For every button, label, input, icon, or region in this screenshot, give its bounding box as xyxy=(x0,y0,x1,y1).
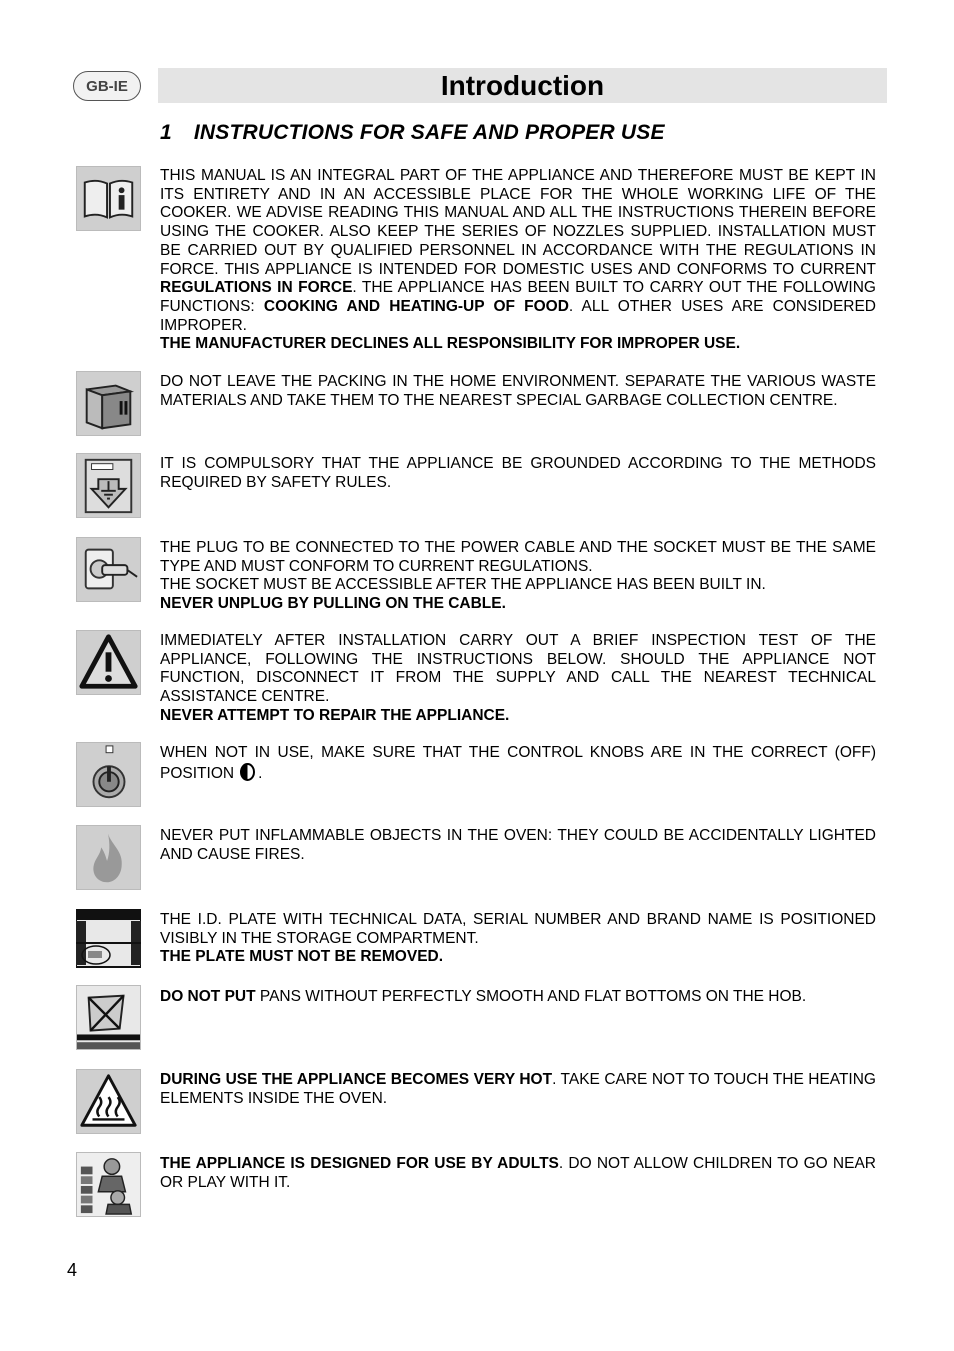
section-heading xyxy=(160,121,665,145)
instruction-emphasis: THE PLATE MUST NOT BE REMOVED. xyxy=(160,948,444,966)
instruction-text: IT IS COMPULSORY THAT THE APPLIANCE BE GROUNDED ACCORDING TO THE METHODS REQUIRED BY SAFETY RULES. xyxy=(160,455,876,491)
plug-socket-icon xyxy=(76,537,141,602)
instruction-block-id-plate xyxy=(160,911,876,967)
instruction-block-warning xyxy=(160,632,876,726)
instruction-text: THE I.D. PLATE WITH TECHNICAL DATA, SERIAL NUMBER AND BRAND NAME IS POSITIONED VISIBLY IN THE STORAGE COMPARTMENT. xyxy=(160,911,876,947)
off-position-icon xyxy=(240,763,255,787)
instruction-text: THE APPLIANCE IS DESIGNED FOR USE BY ADULTS. DO NOT ALLOW CHILDREN TO GO NEAR OR PLAY WITH IT. xyxy=(160,1155,876,1191)
language-badge: GB-IE xyxy=(73,71,141,101)
instruction-emphasis: NEVER ATTEMPT TO REPAIR THE APPLIANCE. xyxy=(160,706,510,724)
instruction-block-pans xyxy=(160,988,876,1007)
instruction-block-knobs xyxy=(160,744,876,786)
instruction-block-manual xyxy=(160,167,876,354)
section-title: INSTRUCTIONS FOR SAFE AND PROPER USE xyxy=(193,121,665,144)
instruction-block-hot xyxy=(160,1071,876,1108)
instruction-text: IMMEDIATELY AFTER INSTALLATION CARRY OUT A BRIEF INSPECTION TEST OF THE APPLIANCE, FOLLOWING THE INSTRUCTIONS BELOW. SHOULD THE APPLIANCE NOT FUNCTION, DISCONNECT IT FROM THE SUPPLY AND CALL THE NEAREST TECHNICAL ASSISTANCE CENTRE. xyxy=(160,632,876,706)
children-icon xyxy=(76,1152,141,1217)
manual-info-icon xyxy=(76,166,141,231)
instruction-block-flammable xyxy=(160,827,876,864)
page-number: 4 xyxy=(67,1260,78,1280)
instruction-block-children xyxy=(160,1155,876,1192)
id-plate-icon xyxy=(76,909,141,974)
instruction-block-plug xyxy=(160,539,876,614)
instruction-text: THIS MANUAL IS AN INTEGRAL PART OF THE APPLIANCE AND THEREFORE MUST BE KEPT IN ITS ENTIRETY AND IN AN ACCESSIBLE PLACE FOR THE WHOLE WORKING LIFE OF THE COOKER. WE ADVISE READING THIS MANUAL AND ALL THE INSTRUCTIONS THEREIN BEFORE USING THE COOKER. ALSO KEEP THE SERIES OF NOZZLES SUPPLIED. INSTALLATION MUST BE CARRIED OUT BY QUALIFIED PERSONNEL IN ACCORDANCE WITH THE REGULATIONS IN FORCE. THIS APPLIANCE IS INTENDED FOR DOMESTIC USES AND CONFORMS TO CURRENT REGULATIONS IN FORCE. THE APPLIANCE HAS BEEN BUILT TO CARRY OUT THE FOLLOWING FUNCTIONS: COOKING AND HEATING-UP OF FOOD. ALL OTHER USES ARE CONSIDERED IMPROPER. xyxy=(160,167,877,334)
control-knob-icon xyxy=(76,742,141,807)
instruction-text: DO NOT LEAVE THE PACKING IN THE HOME ENVIRONMENT. SEPARATE THE VARIOUS WASTE MATERIALS AND TAKE THEM TO THE NEAREST SPECIAL GARBAGE COLLECTION CENTRE. xyxy=(160,373,876,409)
section-number: 1 xyxy=(160,121,172,144)
packing-box-icon xyxy=(76,371,141,436)
no-uneven-pan-icon xyxy=(76,985,141,1050)
instruction-text: THE SOCKET MUST BE ACCESSIBLE AFTER THE APPLIANCE HAS BEEN BUILT IN. xyxy=(160,576,766,594)
instruction-emphasis: THE MANUFACTURER DECLINES ALL RESPONSIBILITY FOR IMPROPER USE. xyxy=(160,335,741,353)
instruction-text: NEVER PUT INFLAMMABLE OBJECTS IN THE OVEN: THEY COULD BE ACCIDENTALLY LIGHTED AND CAUSE FIRES. xyxy=(160,827,876,863)
instruction-text: WHEN NOT IN USE, MAKE SURE THAT THE CONTROL KNOBS ARE IN THE CORRECT (OFF) POSITION . xyxy=(160,744,876,786)
grounding-icon xyxy=(76,453,141,518)
instruction-block-packing xyxy=(160,373,876,410)
instruction-text: DO NOT PUT PANS WITHOUT PERFECTLY SMOOTH AND FLAT BOTTOMS ON THE HOB. xyxy=(160,988,807,1005)
page-title: Introduction xyxy=(158,68,887,103)
warning-icon xyxy=(76,630,141,695)
hot-surface-icon xyxy=(76,1069,141,1134)
instruction-text: DURING USE THE APPLIANCE BECOMES VERY HOT. TAKE CARE NOT TO TOUCH THE HEATING ELEMENTS INSIDE THE OVEN. xyxy=(160,1071,876,1107)
instruction-block-grounding xyxy=(160,455,876,492)
flame-icon xyxy=(76,825,141,890)
instruction-emphasis: NEVER UNPLUG BY PULLING ON THE CABLE. xyxy=(160,595,506,613)
instruction-text: THE PLUG TO BE CONNECTED TO THE POWER CABLE AND THE SOCKET MUST BE THE SAME TYPE AND MUST CONFORM TO CURRENT REGULATIONS. xyxy=(160,539,876,575)
